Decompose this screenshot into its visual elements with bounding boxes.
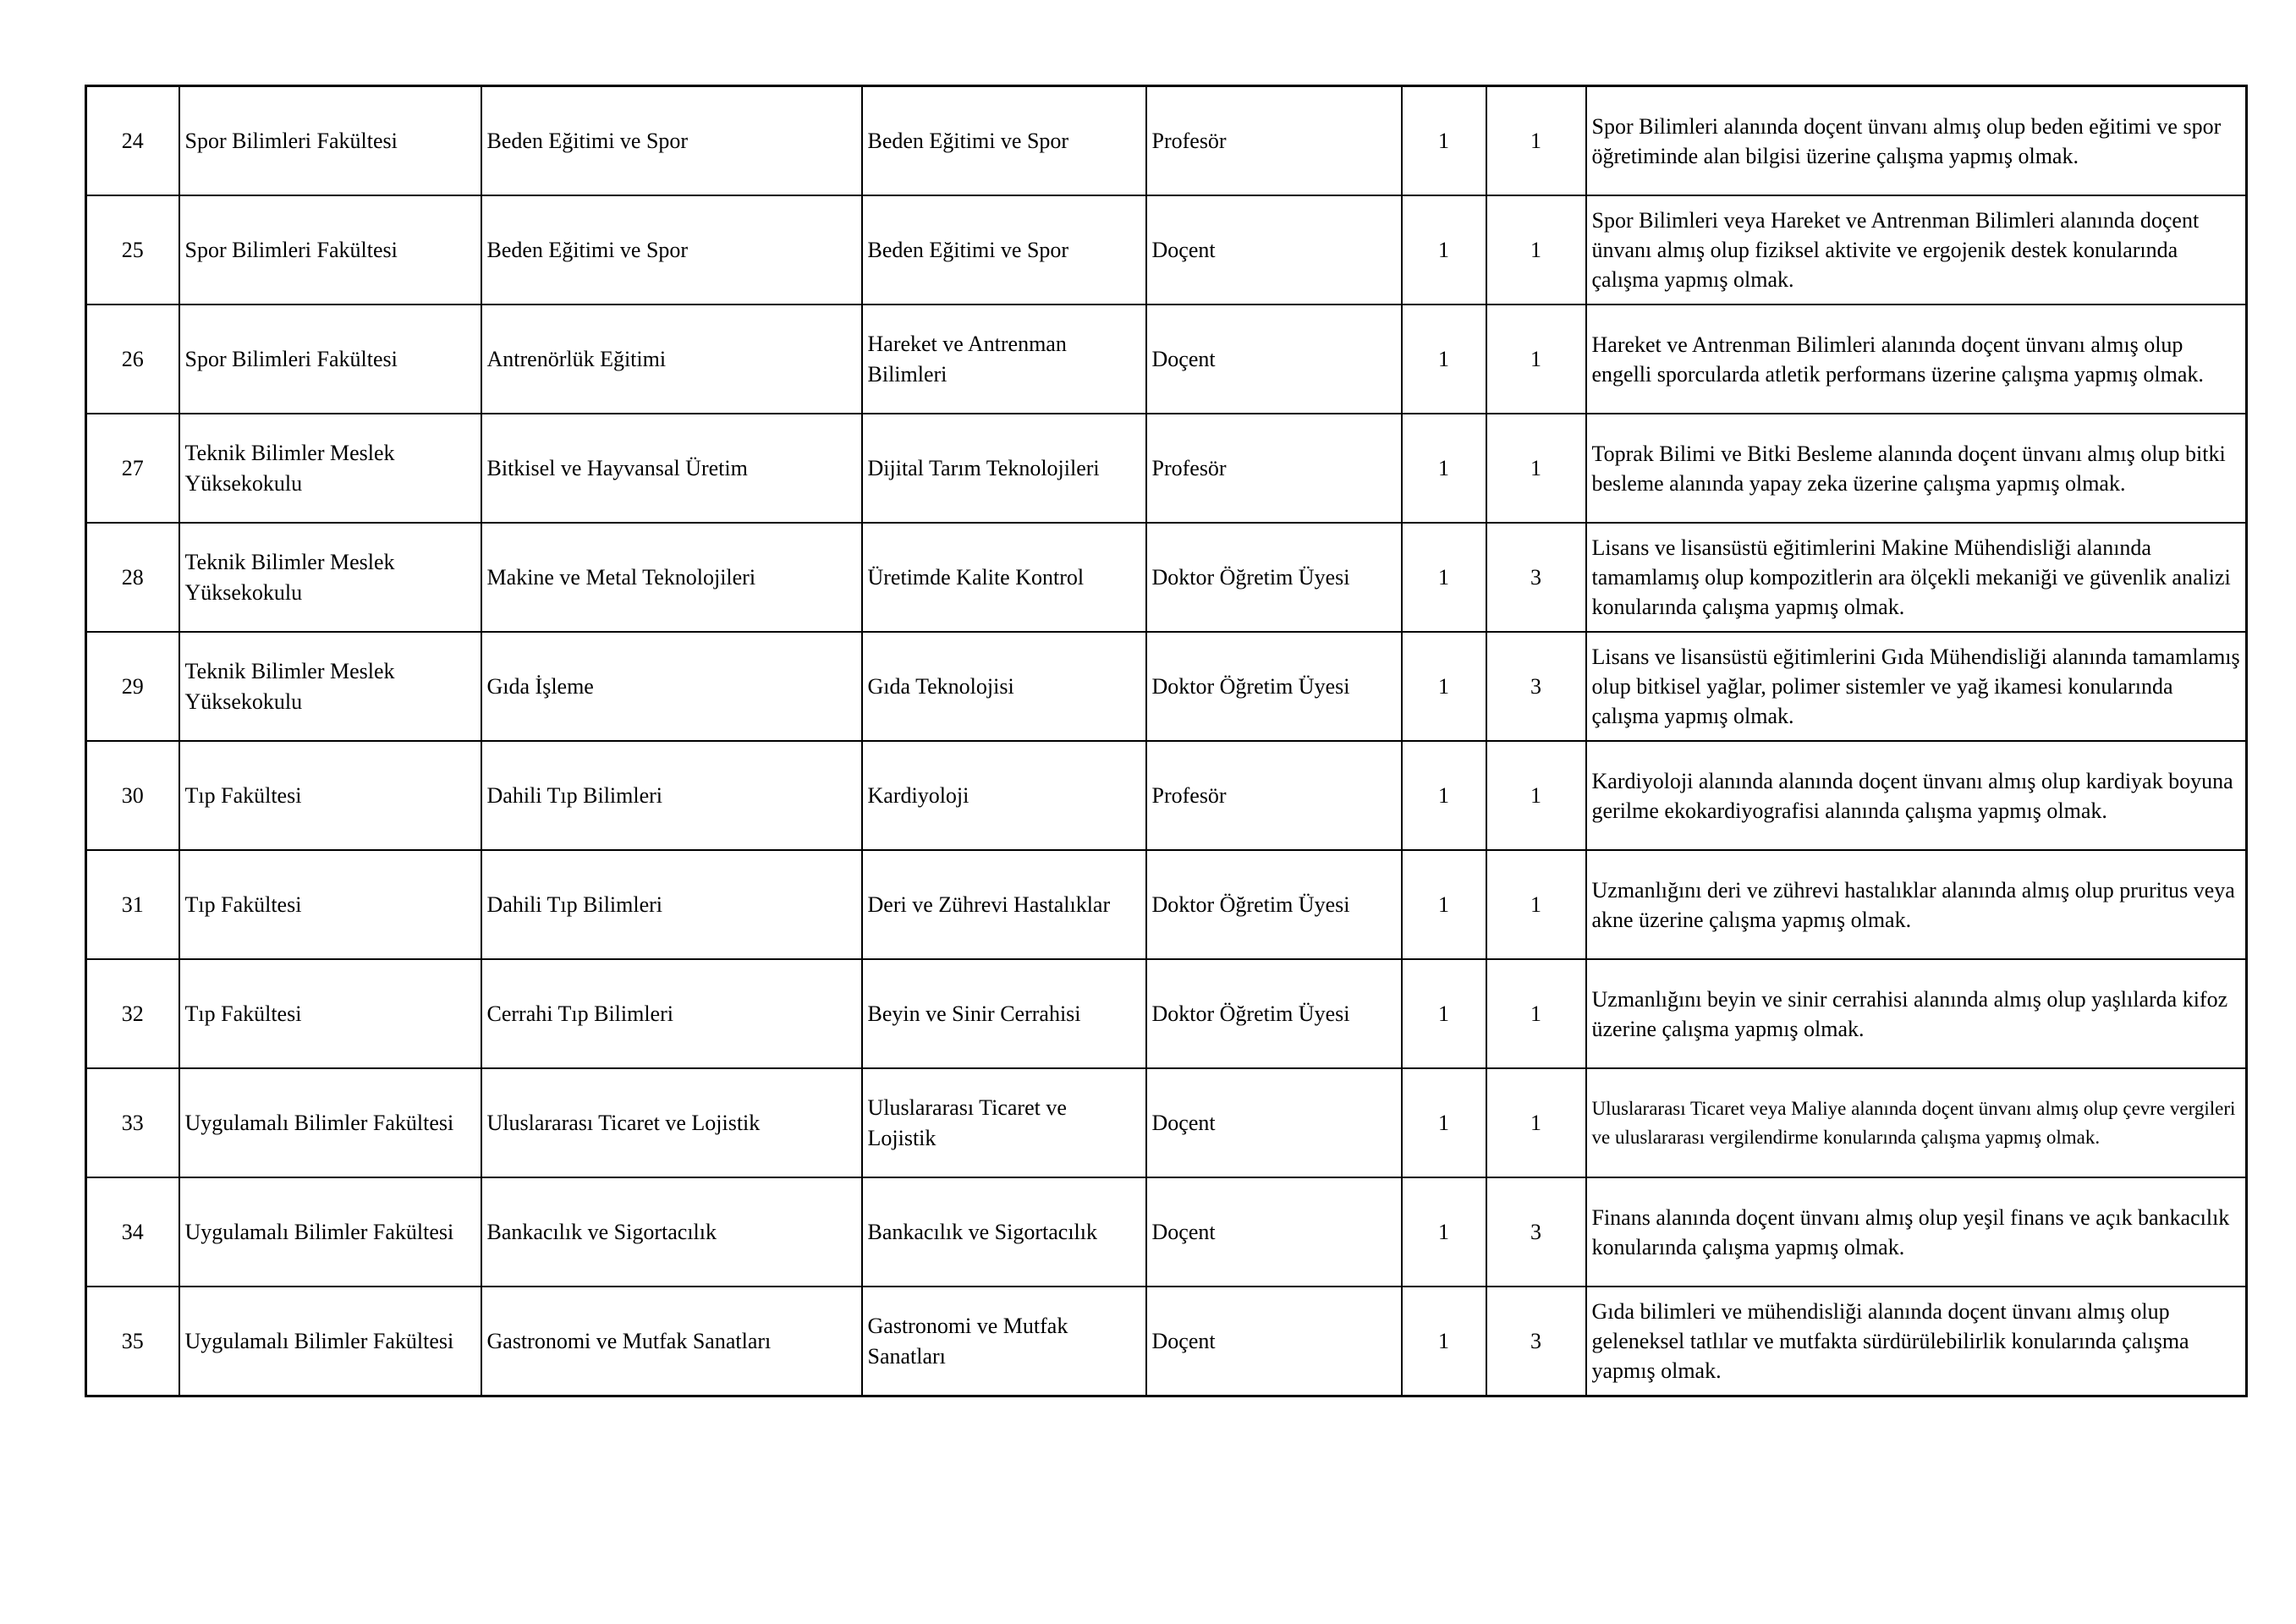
field-cell: Gastronomi ve Mutfak Sanatları — [862, 1287, 1146, 1396]
field-cell: Beyin ve Sinir Cerrahisi — [862, 959, 1146, 1068]
requirement-cell: Gıda bilimleri ve mühendisliği alanında doçent ünvanı almış olup geleneksel tatlılar ve mutfakta sürdürülebilirlik konularında çalışma yapmış olmak. — [1586, 1287, 2247, 1396]
table-row — [86, 523, 2247, 632]
requirement-cell: Hareket ve Antrenman Bilimleri alanında doçent ünvanı almış olup engelli sporcularda atletik performans üzerine çalışma yapmış olmak. — [1586, 304, 2247, 414]
title-cell: Doktor Öğretim Üyesi — [1146, 850, 1402, 959]
row-number: 33 — [86, 1068, 179, 1177]
field-cell: Dijital Tarım Teknolojileri — [862, 414, 1146, 523]
degree-cell: 1 — [1402, 86, 1486, 196]
title-cell: Profesör — [1146, 86, 1402, 196]
position-table — [85, 85, 2248, 1397]
requirement-cell: Toprak Bilimi ve Bitki Besleme alanında doçent ünvanı almış olup bitki besleme alanında yapay zeka üzerine çalışma yapmış olmak. — [1586, 414, 2247, 523]
department-cell: Beden Eğitimi ve Spor — [481, 86, 862, 196]
title-cell: Doçent — [1146, 1068, 1402, 1177]
title-cell: Doktor Öğretim Üyesi — [1146, 632, 1402, 741]
degree-cell: 1 — [1402, 741, 1486, 850]
unit-cell: Tıp Fakültesi — [179, 850, 481, 959]
count-cell: 3 — [1486, 523, 1586, 632]
count-cell: 3 — [1486, 632, 1586, 741]
count-cell: 1 — [1486, 86, 1586, 196]
table-row — [86, 304, 2247, 414]
unit-cell: Uygulamalı Bilimler Fakültesi — [179, 1287, 481, 1396]
count-cell: 1 — [1486, 304, 1586, 414]
table-row — [86, 414, 2247, 523]
unit-cell: Uygulamalı Bilimler Fakültesi — [179, 1068, 481, 1177]
title-cell: Doçent — [1146, 1177, 1402, 1287]
title-cell: Doktor Öğretim Üyesi — [1146, 523, 1402, 632]
title-cell: Doçent — [1146, 1287, 1402, 1396]
table-row — [86, 1177, 2247, 1287]
degree-cell: 1 — [1402, 1068, 1486, 1177]
degree-cell: 1 — [1402, 850, 1486, 959]
title-cell: Doçent — [1146, 195, 1402, 304]
table-row — [86, 959, 2247, 1068]
table-row — [86, 850, 2247, 959]
requirement-cell: Uluslararası Ticaret veya Maliye alanında doçent ünvanı almış olup çevre vergileri ve uluslararası vergilendirme konularında çalışma yapmış olmak. — [1586, 1068, 2247, 1177]
row-number: 25 — [86, 195, 179, 304]
department-cell: Dahili Tıp Bilimleri — [481, 741, 862, 850]
unit-cell: Uygulamalı Bilimler Fakültesi — [179, 1177, 481, 1287]
count-cell: 1 — [1486, 1068, 1586, 1177]
unit-cell: Spor Bilimleri Fakültesi — [179, 304, 481, 414]
degree-cell: 1 — [1402, 414, 1486, 523]
department-cell: Uluslararası Ticaret ve Lojistik — [481, 1068, 862, 1177]
row-number: 28 — [86, 523, 179, 632]
field-cell: Beden Eğitimi ve Spor — [862, 195, 1146, 304]
row-number: 27 — [86, 414, 179, 523]
department-cell: Antrenörlük Eğitimi — [481, 304, 862, 414]
count-cell: 1 — [1486, 850, 1586, 959]
field-cell: Gıda Teknolojisi — [862, 632, 1146, 741]
department-cell: Bitkisel ve Hayvansal Üretim — [481, 414, 862, 523]
requirement-cell: Uzmanlığını beyin ve sinir cerrahisi alanında almış olup yaşlılarda kifoz üzerine çalışma yapmış olmak. — [1586, 959, 2247, 1068]
row-number: 29 — [86, 632, 179, 741]
unit-cell: Spor Bilimleri Fakültesi — [179, 195, 481, 304]
row-number: 26 — [86, 304, 179, 414]
degree-cell: 1 — [1402, 304, 1486, 414]
table-row — [86, 1068, 2247, 1177]
field-cell: Bankacılık ve Sigortacılık — [862, 1177, 1146, 1287]
department-cell: Beden Eğitimi ve Spor — [481, 195, 862, 304]
title-cell: Doktor Öğretim Üyesi — [1146, 959, 1402, 1068]
row-number: 34 — [86, 1177, 179, 1287]
row-number: 35 — [86, 1287, 179, 1396]
requirement-cell: Spor Bilimleri alanında doçent ünvanı almış olup beden eğitimi ve spor öğretiminde alan bilgisi üzerine çalışma yapmış olmak. — [1586, 86, 2247, 196]
count-cell: 3 — [1486, 1287, 1586, 1396]
department-cell: Gıda İşleme — [481, 632, 862, 741]
department-cell: Cerrahi Tıp Bilimleri — [481, 959, 862, 1068]
count-cell: 1 — [1486, 195, 1586, 304]
count-cell: 1 — [1486, 414, 1586, 523]
field-cell: Beden Eğitimi ve Spor — [862, 86, 1146, 196]
title-cell: Profesör — [1146, 414, 1402, 523]
department-cell: Dahili Tıp Bilimleri — [481, 850, 862, 959]
department-cell: Gastronomi ve Mutfak Sanatları — [481, 1287, 862, 1396]
degree-cell: 1 — [1402, 632, 1486, 741]
field-cell: Uluslararası Ticaret ve Lojistik — [862, 1068, 1146, 1177]
table-row — [86, 86, 2247, 196]
requirement-cell: Finans alanında doçent ünvanı almış olup yeşil finans ve açık bankacılık konularında çalışma yapmış olmak. — [1586, 1177, 2247, 1287]
unit-cell: Teknik Bilimler Meslek Yüksekokulu — [179, 523, 481, 632]
requirement-cell: Spor Bilimleri veya Hareket ve Antrenman Bilimleri alanında doçent ünvanı almış olup fiziksel aktivite ve ergojenik destek konularında çalışma yapmış olmak. — [1586, 195, 2247, 304]
requirement-cell: Kardiyoloji alanında alanında doçent ünvanı almış olup kardiyak boyuna gerilme ekokardiyografisi alanında çalışma yapmış olmak. — [1586, 741, 2247, 850]
count-cell: 3 — [1486, 1177, 1586, 1287]
requirement-cell: Lisans ve lisansüstü eğitimlerini Gıda Mühendisliği alanında tamamlamış olup bitkisel yağlar, polimer sistemler ve yağ ikamesi konularında çalışma yapmış olmak. — [1586, 632, 2247, 741]
requirement-cell: Uzmanlığını deri ve zührevi hastalıklar alanında almış olup pruritus veya akne üzerine çalışma yapmış olmak. — [1586, 850, 2247, 959]
title-cell: Doçent — [1146, 304, 1402, 414]
row-number: 24 — [86, 86, 179, 196]
field-cell: Hareket ve Antrenman Bilimleri — [862, 304, 1146, 414]
degree-cell: 1 — [1402, 959, 1486, 1068]
unit-cell: Teknik Bilimler Meslek Yüksekokulu — [179, 632, 481, 741]
title-cell: Profesör — [1146, 741, 1402, 850]
field-cell: Üretimde Kalite Kontrol — [862, 523, 1146, 632]
count-cell: 1 — [1486, 959, 1586, 1068]
unit-cell: Tıp Fakültesi — [179, 959, 481, 1068]
degree-cell: 1 — [1402, 195, 1486, 304]
table-row — [86, 632, 2247, 741]
degree-cell: 1 — [1402, 1177, 1486, 1287]
unit-cell: Spor Bilimleri Fakültesi — [179, 86, 481, 196]
degree-cell: 1 — [1402, 1287, 1486, 1396]
field-cell: Kardiyoloji — [862, 741, 1146, 850]
row-number: 30 — [86, 741, 179, 850]
row-number: 31 — [86, 850, 179, 959]
table-row — [86, 195, 2247, 304]
table-row — [86, 1287, 2247, 1396]
row-number: 32 — [86, 959, 179, 1068]
unit-cell: Tıp Fakültesi — [179, 741, 481, 850]
degree-cell: 1 — [1402, 523, 1486, 632]
table-row — [86, 741, 2247, 850]
count-cell: 1 — [1486, 741, 1586, 850]
unit-cell: Teknik Bilimler Meslek Yüksekokulu — [179, 414, 481, 523]
field-cell: Deri ve Zührevi Hastalıklar — [862, 850, 1146, 959]
requirement-cell: Lisans ve lisansüstü eğitimlerini Makine Mühendisliği alanında tamamlamış olup kompozitlerin ara ölçekli mekaniği ve güvenlik analizi konularında çalışma yapmış olmak. — [1586, 523, 2247, 632]
department-cell: Makine ve Metal Teknolojileri — [481, 523, 862, 632]
department-cell: Bankacılık ve Sigortacılık — [481, 1177, 862, 1287]
